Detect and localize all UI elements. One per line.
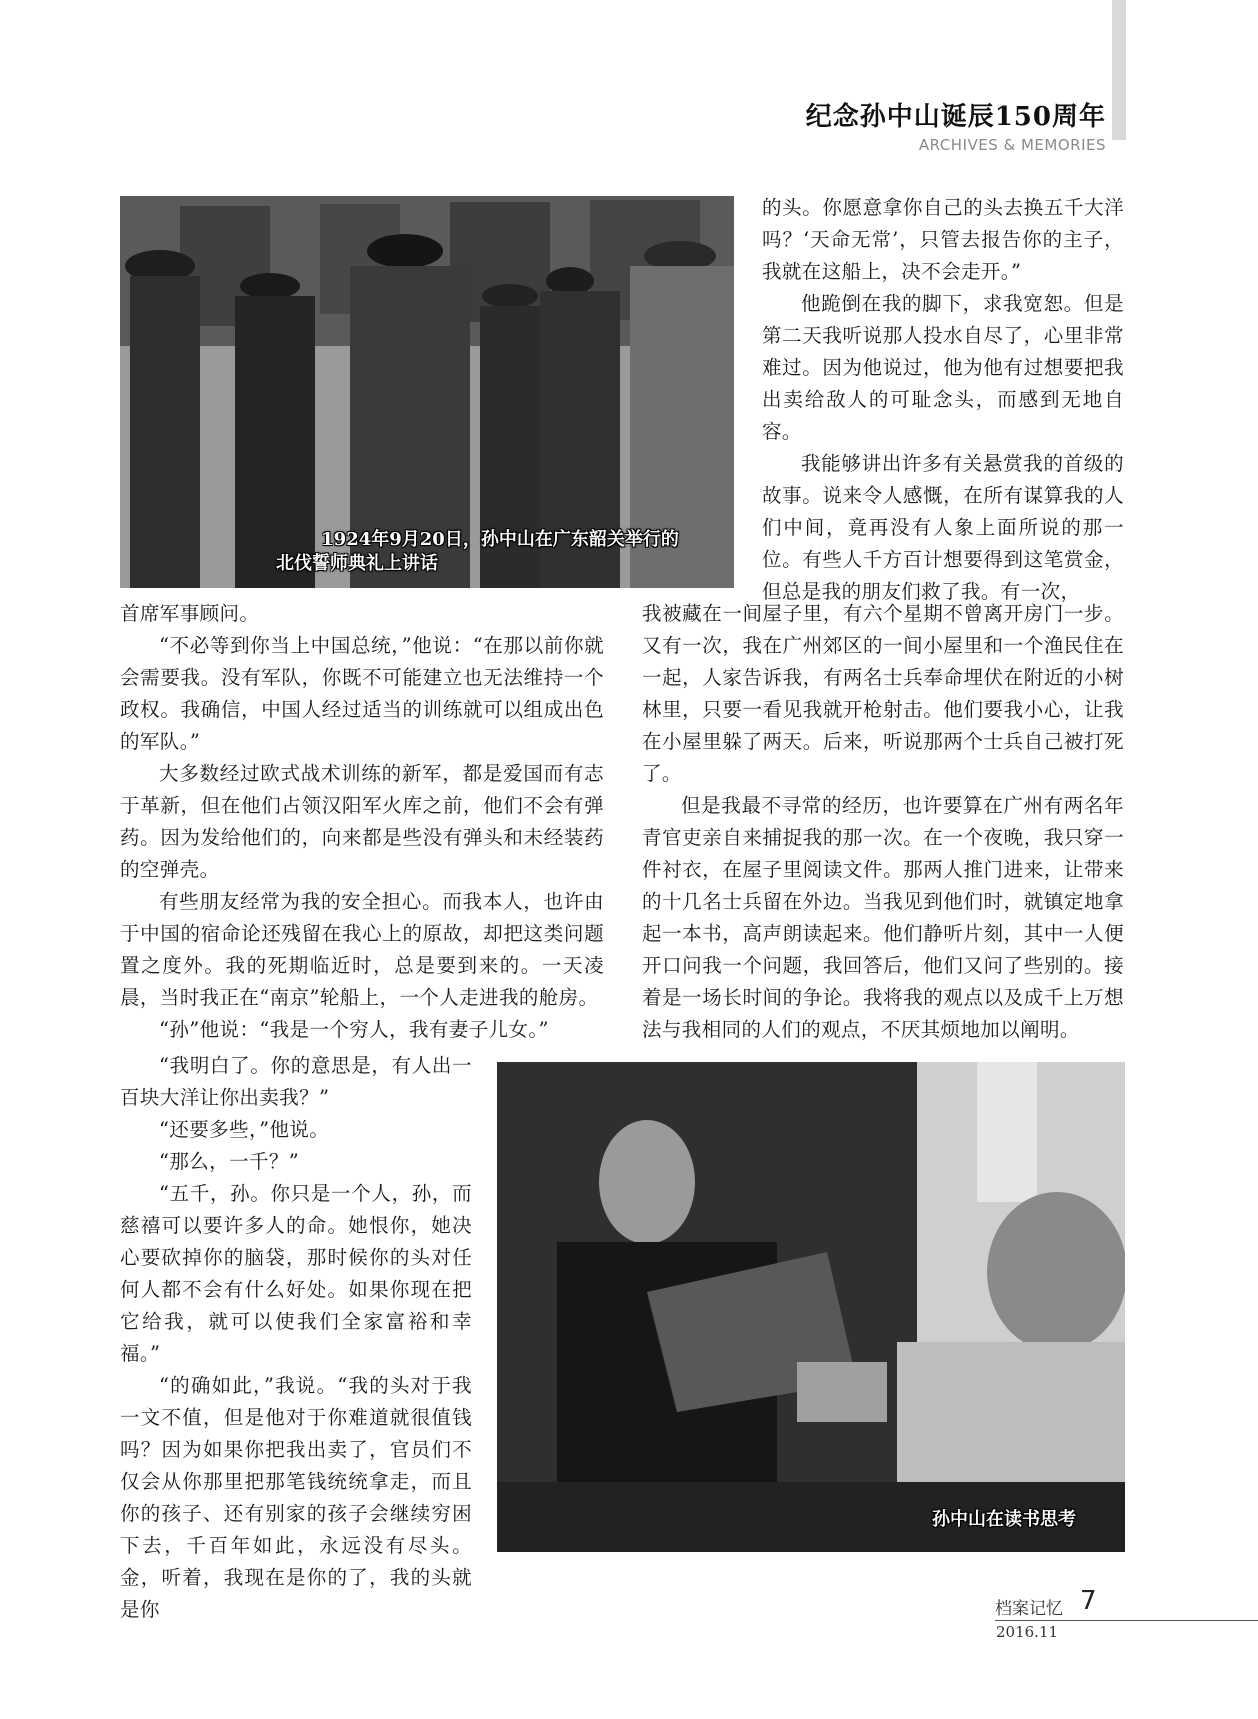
section-title: 纪念孙中山诞辰150周年 <box>805 102 1106 132</box>
paragraph: 我能够讲出许多有关悬赏我的首级的故事。说来令人感慨，在所有谋算我的人们中间，竟再没有人象上面所说的那一位。有些人千方百计想要得到这笔赏金，但总是我的朋友们救了我。有一次， <box>762 452 1124 603</box>
paragraph: 大多数经过欧式战术训练的新军，都是爱国而有志于革新，但在他们占领汉阳军火库之前，他们不会有弹药。因为发给他们的，向来都是些没有弹头和未经装药的空弹壳。 <box>120 762 604 881</box>
paragraph: 首席军事顾问。 <box>120 602 260 625</box>
text-column-right-top <box>762 192 1124 608</box>
paragraph: “孙”他说：“我是一个穷人，我有妻子儿女。” <box>159 1018 549 1041</box>
paragraph: “五千，孙。你只是一个人，孙，而慈禧可以要许多人的命。她恨你，她决心要砍掉你的脑袋，那时候你的头对任何人都不会有什么好处。如果你现在把它给我，就可以使我们全家富裕和幸福。” <box>120 1182 472 1365</box>
paragraph: 有些朋友经常为我的安全担心。而我本人，也许由于中国的宿命论还残留在我心上的原故，却把这类问题置之度外。我的死期临近时，总是要到来的。一天凌晨，当时我正在“南京”轮船上，一个人走进我的舱房。 <box>120 890 604 1009</box>
text-column-right-mid <box>642 598 1124 1046</box>
paragraph: “的确如此，”我说。“我的头对于我一文不值，但是他对于你难道就很值钱吗？因为如果你把我出卖了，官员们不仅会从你那里把那笔钱统统拿走，而且你的孩子、还有别家的孩子会继续穷困下去，千百年如此，永远没有尽头。金，听着，我现在是你的了，我的头就是你 <box>120 1374 472 1621</box>
journal-name: 档案记忆 <box>995 1599 1063 1619</box>
paragraph: 的头。你愿意拿你自己的头去换五千大洋吗？‘天命无常’，只管去报告你的主子，我就在这船上，决不会走开。” <box>762 196 1124 283</box>
paragraph: 他跪倒在我的脚下，求我宽恕。但是第二天我听说那人投水自尽了，心里非常难过。因为他说过，他为他有过想要把我出卖给敌人的可耻念头，而感到无地自容。 <box>762 292 1124 443</box>
text-column-left-mid <box>120 598 604 1046</box>
section-subtitle: ARCHIVES & MEMORIES <box>918 136 1106 154</box>
paragraph: “还要多些，”他说。 <box>159 1118 330 1141</box>
photo-caption-line2: 北伐誓师典礼上讲话 <box>276 553 438 574</box>
footer-rule <box>995 1620 1258 1621</box>
paragraph: 但是我最不寻常的经历，也许要算在广州有两名年青官吏亲自来捕捉我的那一次。在一个夜晚，我只穿一件衬衣，在屋子里阅读文件。那两人推门进来，让带来的十几名士兵留在外边。当我见到他们时，就镇定地拿起一本书，高声朗读起来。他们静听片刻，其中一人便开口问我一个问题，我回答后，他们又问了些别的。接着是一场长时间的争论。我将我的观点以及成千上万想法与我相同的人们的观点，不厌其烦地加以阐明。 <box>642 794 1124 1041</box>
text-column-left-low <box>120 1050 472 1626</box>
portrait-photo <box>497 1062 1125 1552</box>
paragraph: 我被藏在一间屋子里，有六个星期不曾离开房门一步。又有一次，我在广州郊区的一间小屋里和一个渔民住在一起，人家告诉我，有两名士兵奉命埋伏在附近的小树林里，只要一看见我就开枪射击。他们要我小心，让我在小屋里躲了两天。后来，听说那两个士兵自己被打死了。 <box>642 602 1124 785</box>
photo-caption-line1: 1924年9月20日，孙中山在广东韶关举行的 <box>321 529 679 550</box>
header-accent-bar <box>1112 0 1126 140</box>
page-number: 7 <box>1080 1586 1097 1616</box>
group-photo <box>120 196 734 588</box>
issue-date: 2016.11 <box>996 1623 1059 1641</box>
portrait-caption: 孙中山在读书思考 <box>932 1509 1076 1530</box>
paragraph: “我明白了。你的意思是，有人出一百块大洋让你出卖我？” <box>120 1054 472 1109</box>
paragraph: “那么，一千？” <box>159 1150 300 1173</box>
paragraph: “不必等到你当上中国总统，”他说：“在那以前你就会需要我。没有军队，你既不可能建立也无法维持一个政权。我确信，中国人经过适当的训练就可以组成出色的军队。” <box>120 634 604 753</box>
